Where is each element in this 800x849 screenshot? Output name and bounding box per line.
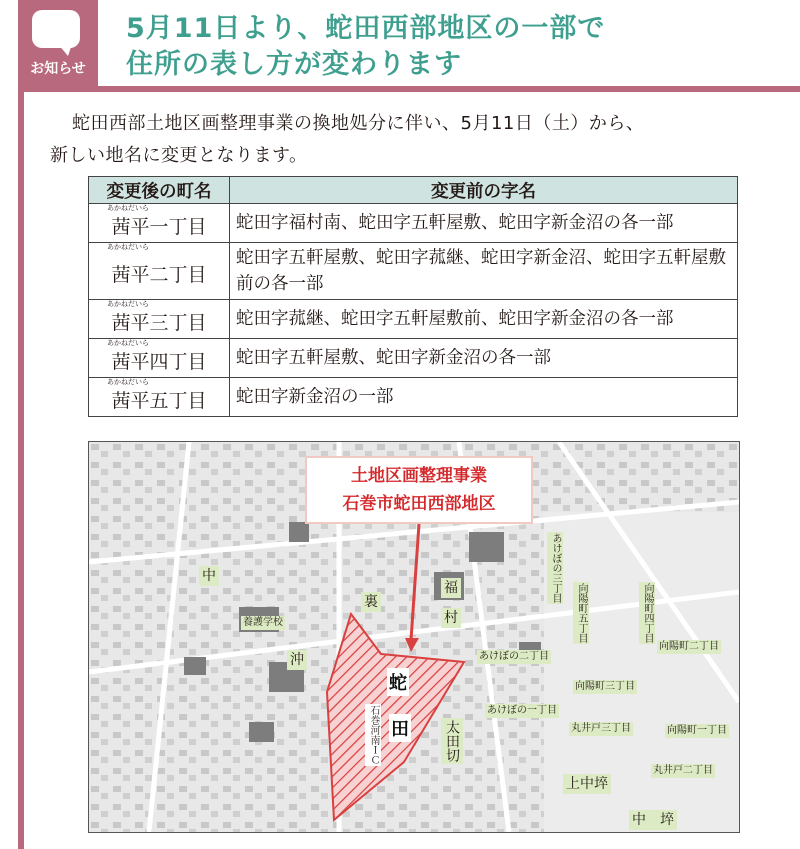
map-label-marui2: 丸井戸二丁目 xyxy=(653,765,713,776)
map-label-school: 養護学校 xyxy=(243,617,283,628)
map-label-nakaso: 中 埣 xyxy=(629,810,677,830)
table-row xyxy=(89,339,738,378)
header-after: 変更後の町名 xyxy=(89,177,230,204)
map-label-ura: 裏 xyxy=(361,592,381,612)
left-border xyxy=(18,86,24,849)
callout-line2: 石巻市蛇田西部地区 xyxy=(342,494,496,514)
town-name: 茜平三丁目 xyxy=(111,312,207,334)
town-name: 茜平二丁目 xyxy=(111,264,207,286)
map-label-akebono1: あけぼの一丁目 xyxy=(487,705,557,716)
before-cell: 蛇田字新金沼の一部 xyxy=(230,378,738,417)
table-header-row xyxy=(89,177,738,204)
before-cell: 蛇田字菰継、蛇田字五軒屋敷前、蛇田字新金沼の各一部 xyxy=(230,300,738,339)
ruby: あかねだいら xyxy=(107,243,149,251)
town-name: 茜平一丁目 xyxy=(111,216,207,238)
before-cell: 蛇田字福村南、蛇田字五軒屋敷、蛇田字新金沼の各一部 xyxy=(230,204,738,243)
intro-line2: 新しい地名に変更となります。 xyxy=(50,145,308,166)
map-label-ic: 石巻河南ＩＣ xyxy=(365,704,381,766)
header-before: 変更前の字名 xyxy=(230,177,738,204)
map-label-oki: 沖 xyxy=(287,650,307,670)
table-row xyxy=(89,204,738,243)
town-cell xyxy=(89,339,230,378)
ruby: あかねだいら xyxy=(107,300,149,308)
map-label-marui3: 丸井戸三丁目 xyxy=(571,723,631,734)
town-cell xyxy=(89,204,230,243)
map-label-mukai5: 向陽町五丁目 xyxy=(573,582,589,644)
map-label-mukai1: 向陽町一丁目 xyxy=(667,725,727,736)
town-name: 茜平四丁目 xyxy=(111,351,207,373)
speech-bubble-tail xyxy=(58,44,72,56)
page-title-line2: 住所の表し方が変わります xyxy=(126,49,462,80)
before-cell: 蛇田字五軒屋敷、蛇田字菰継、蛇田字新金沼、蛇田字五軒屋敷前の各一部 xyxy=(230,243,738,300)
callout-line1: 土地区画整理事業 xyxy=(351,466,487,486)
map-label-mura: 村 xyxy=(441,608,461,628)
notice-badge-label: お知らせ xyxy=(30,61,86,77)
map-label-akebono2: あけぼの二丁目 xyxy=(479,651,549,662)
map-label-akebono3: あけぼの三丁目 xyxy=(547,532,563,604)
map-label-mukai3: 向陽町三丁目 xyxy=(575,681,635,692)
map-label-naka: 中 xyxy=(199,566,219,586)
page-title-line1: 5月11日より、蛇田西部地区の一部で xyxy=(126,13,606,44)
title-underline xyxy=(18,86,800,92)
map-label-mukai2: 向陽町二丁目 xyxy=(659,641,719,652)
intro-text xyxy=(50,108,770,172)
map-label-ta: 田 xyxy=(389,714,411,742)
map-label-hebi: 蛇 xyxy=(387,668,409,696)
table-row xyxy=(89,243,738,300)
area-map xyxy=(88,441,740,833)
before-cell: 蛇田字五軒屋敷、蛇田字新金沼の各一部 xyxy=(230,339,738,378)
map-label-ota: 太田切 xyxy=(441,718,463,764)
town-cell xyxy=(89,243,230,300)
town-name-table xyxy=(88,176,738,417)
map-label-kaminakaso: 上中埣 xyxy=(563,774,611,794)
intro-line1: 蛇田西部土地区画整理事業の換地処分に伴い、5月11日（土）から、 xyxy=(72,113,645,134)
town-cell xyxy=(89,300,230,339)
town-name: 茜平五丁目 xyxy=(111,390,207,412)
speech-bubble-icon xyxy=(32,10,80,48)
map-callout xyxy=(305,456,533,524)
table-row xyxy=(89,378,738,417)
ruby: あかねだいら xyxy=(107,339,149,347)
table-row xyxy=(89,300,738,339)
ruby: あかねだいら xyxy=(107,204,149,212)
ruby: あかねだいら xyxy=(107,378,149,386)
map-label-fuku: 福 xyxy=(441,578,461,598)
map-label-mukai4: 向陽町四丁目 xyxy=(639,582,655,644)
town-cell xyxy=(89,378,230,417)
